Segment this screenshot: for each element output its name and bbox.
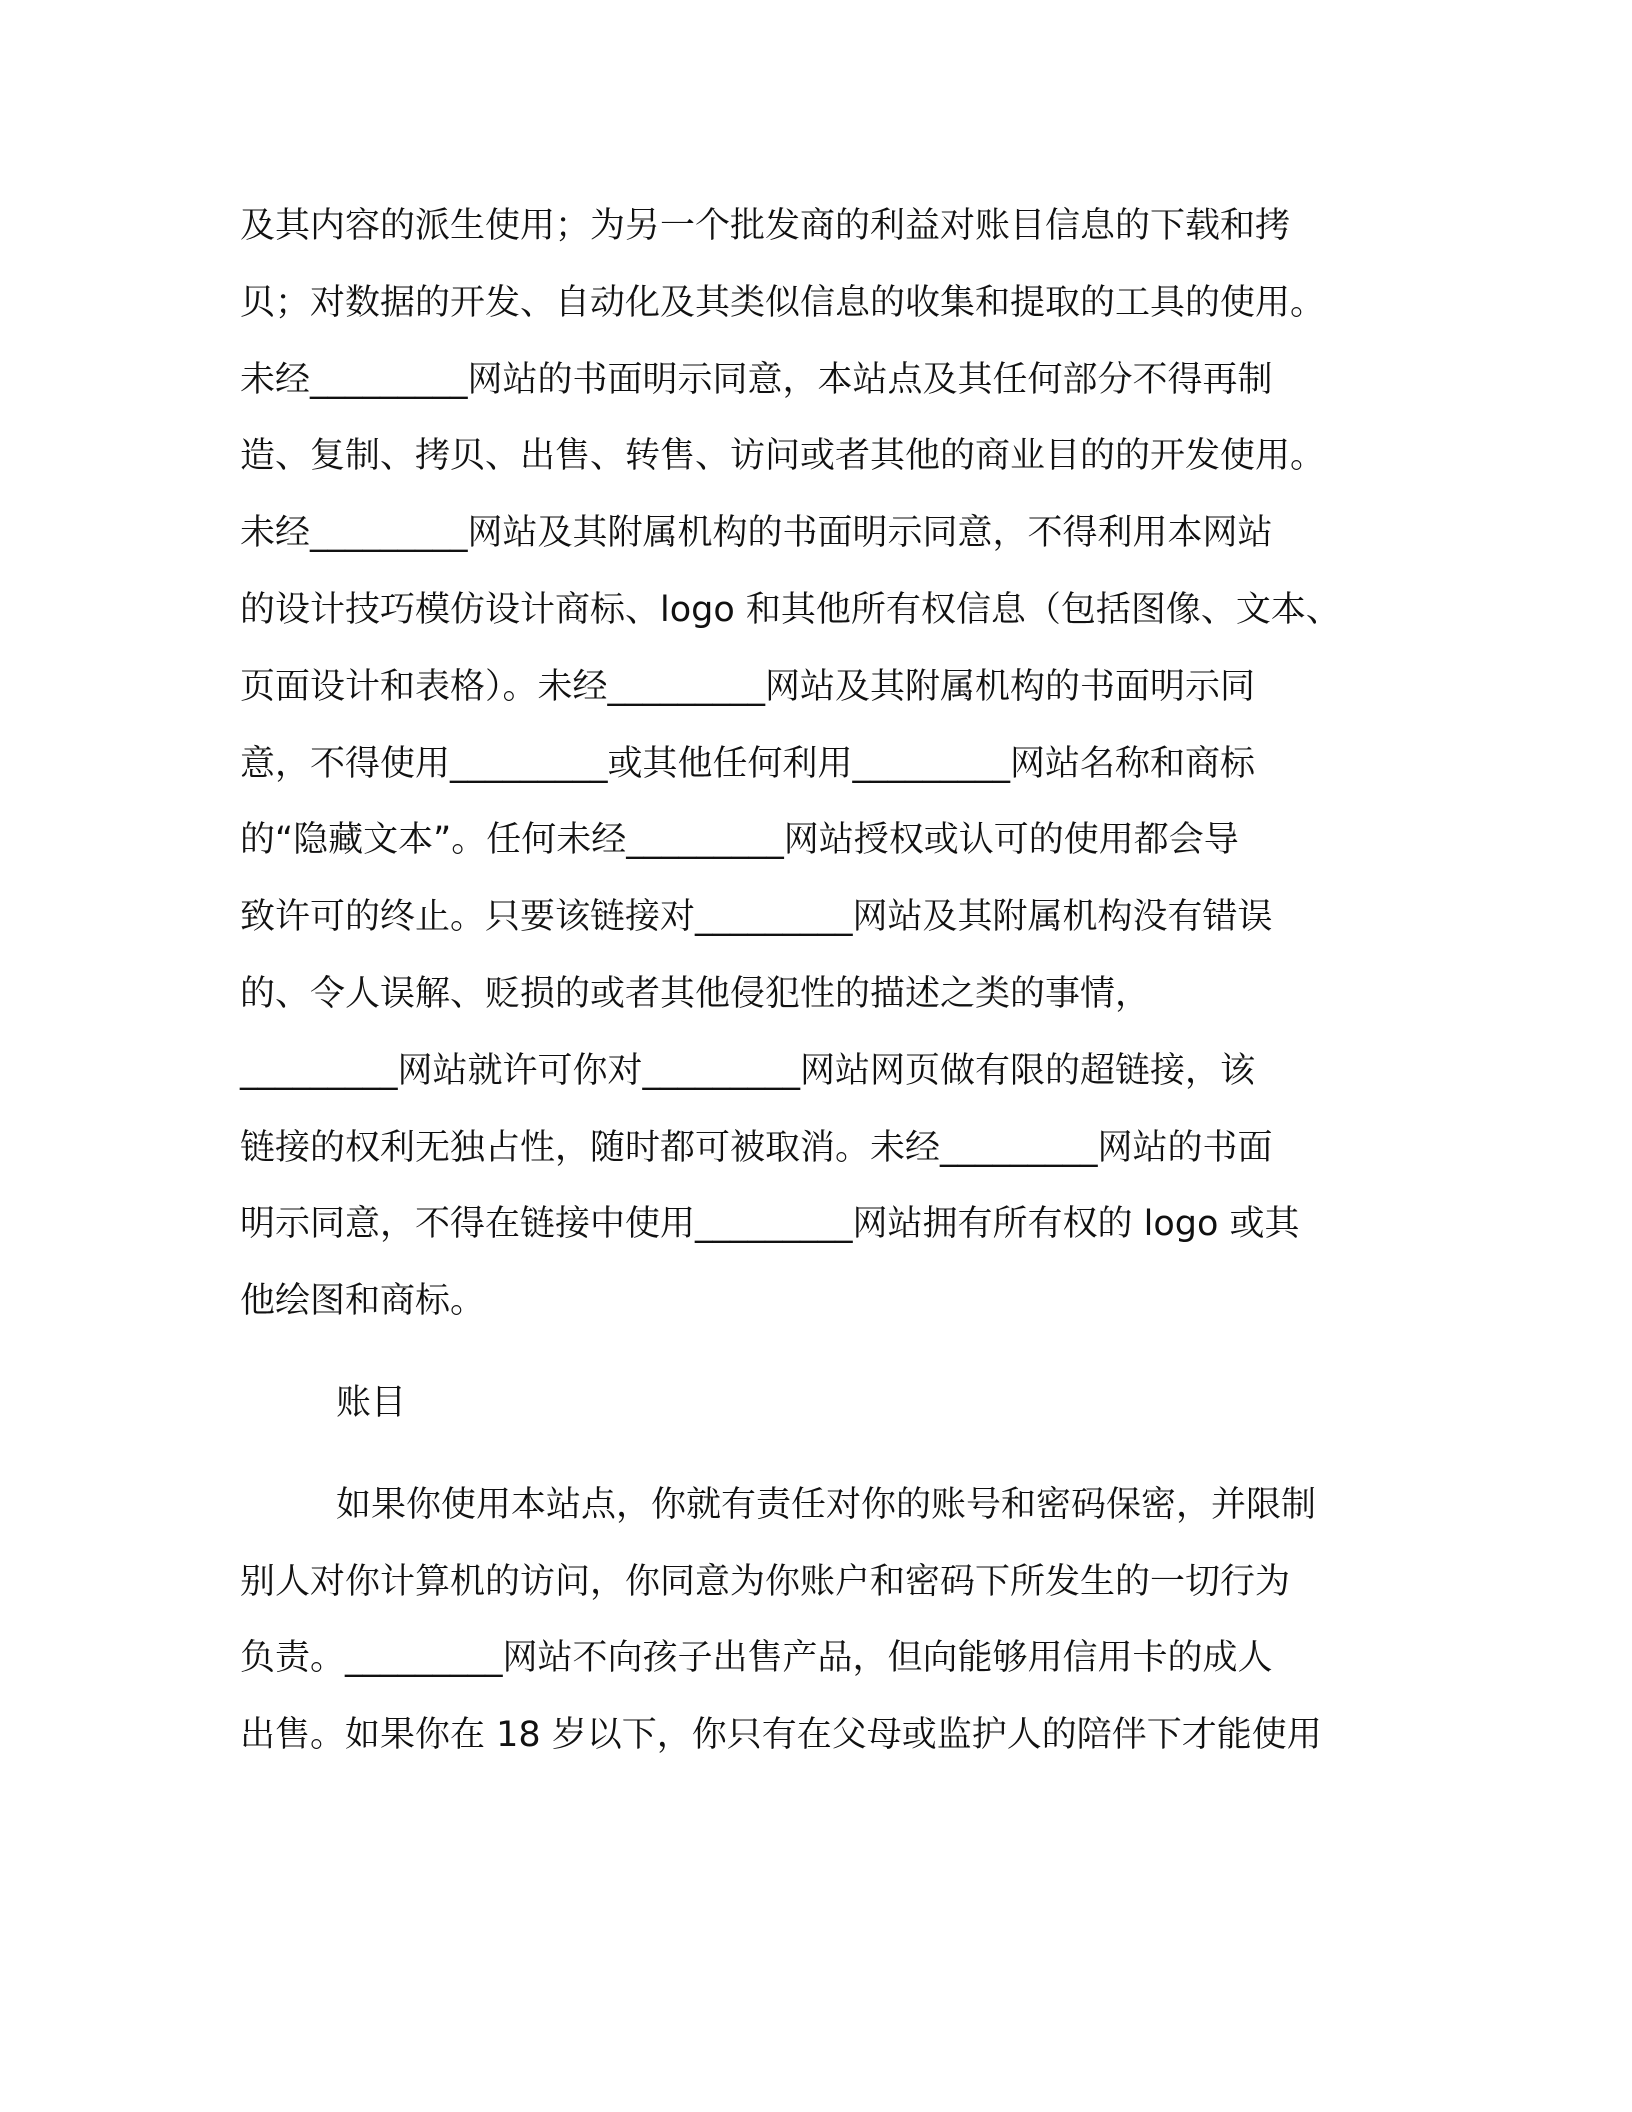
text-line: _________网站就许可你对_________网站网页做有限的超链接，该	[240, 1050, 1256, 1091]
text-line: 造、复制、拷贝、出售、转售、访问或者其他的商业目的的开发使用。	[240, 436, 1326, 477]
text-line: 的、令人误解、贬损的或者其他侵犯性的描述之类的事情，	[240, 973, 1151, 1014]
text-line: 链接的权利无独占性，随时都可被取消。未经_________网站的书面	[240, 1127, 1273, 1168]
paragraph-terms	[240, 188, 1392, 1340]
text-line: 贝；对数据的开发、自动化及其类似信息的收集和提取的工具的使用。	[240, 282, 1326, 323]
text-line: 出售。如果你在 18 岁以下，你只有在父母或监护人的陪伴下才能使用	[240, 1715, 1322, 1756]
text-line: 未经_________网站的书面明示同意，本站点及其任何部分不得再制	[240, 359, 1273, 400]
text-line: 致许可的终止。只要该链接对_________网站及其附属机构没有错误	[240, 897, 1273, 938]
text-line: 及其内容的派生使用；为另一个批发商的利益对账目信息的下载和拷	[240, 206, 1291, 246]
section-heading: 账目	[336, 1382, 407, 1423]
text-line: 别人对你计算机的访问，你同意为你账户和密码下所发生的一切行为	[240, 1561, 1291, 1602]
paragraph-account	[240, 1467, 1392, 1774]
text-line: 他绘图和商标。	[240, 1281, 486, 1322]
text-line: 的“隐藏文本”。任何未经_________网站授权或认可的使用都会导	[240, 820, 1239, 861]
text-line: 如果你使用本站点，你就有责任对你的账号和密码保密，并限制	[336, 1484, 1317, 1525]
document-body	[240, 188, 1392, 1774]
text-line: 明示同意，不得在链接中使用_________网站拥有所有权的 logo 或其	[240, 1204, 1300, 1245]
text-line: 负责。_________网站不向孩子出售产品，但向能够用信用卡的成人	[240, 1638, 1273, 1679]
text-line: 页面设计和表格）。未经_________网站及其附属机构的书面明示同	[240, 666, 1256, 707]
text-line: 意，不得使用_________或其他任何利用_________网站名称和商标	[240, 743, 1256, 784]
text-line: 的设计技巧模仿设计商标、logo 和其他所有权信息（包括图像、文本、	[240, 589, 1341, 630]
text-line: 未经_________网站及其附属机构的书面明示同意，不得利用本网站	[240, 513, 1273, 554]
